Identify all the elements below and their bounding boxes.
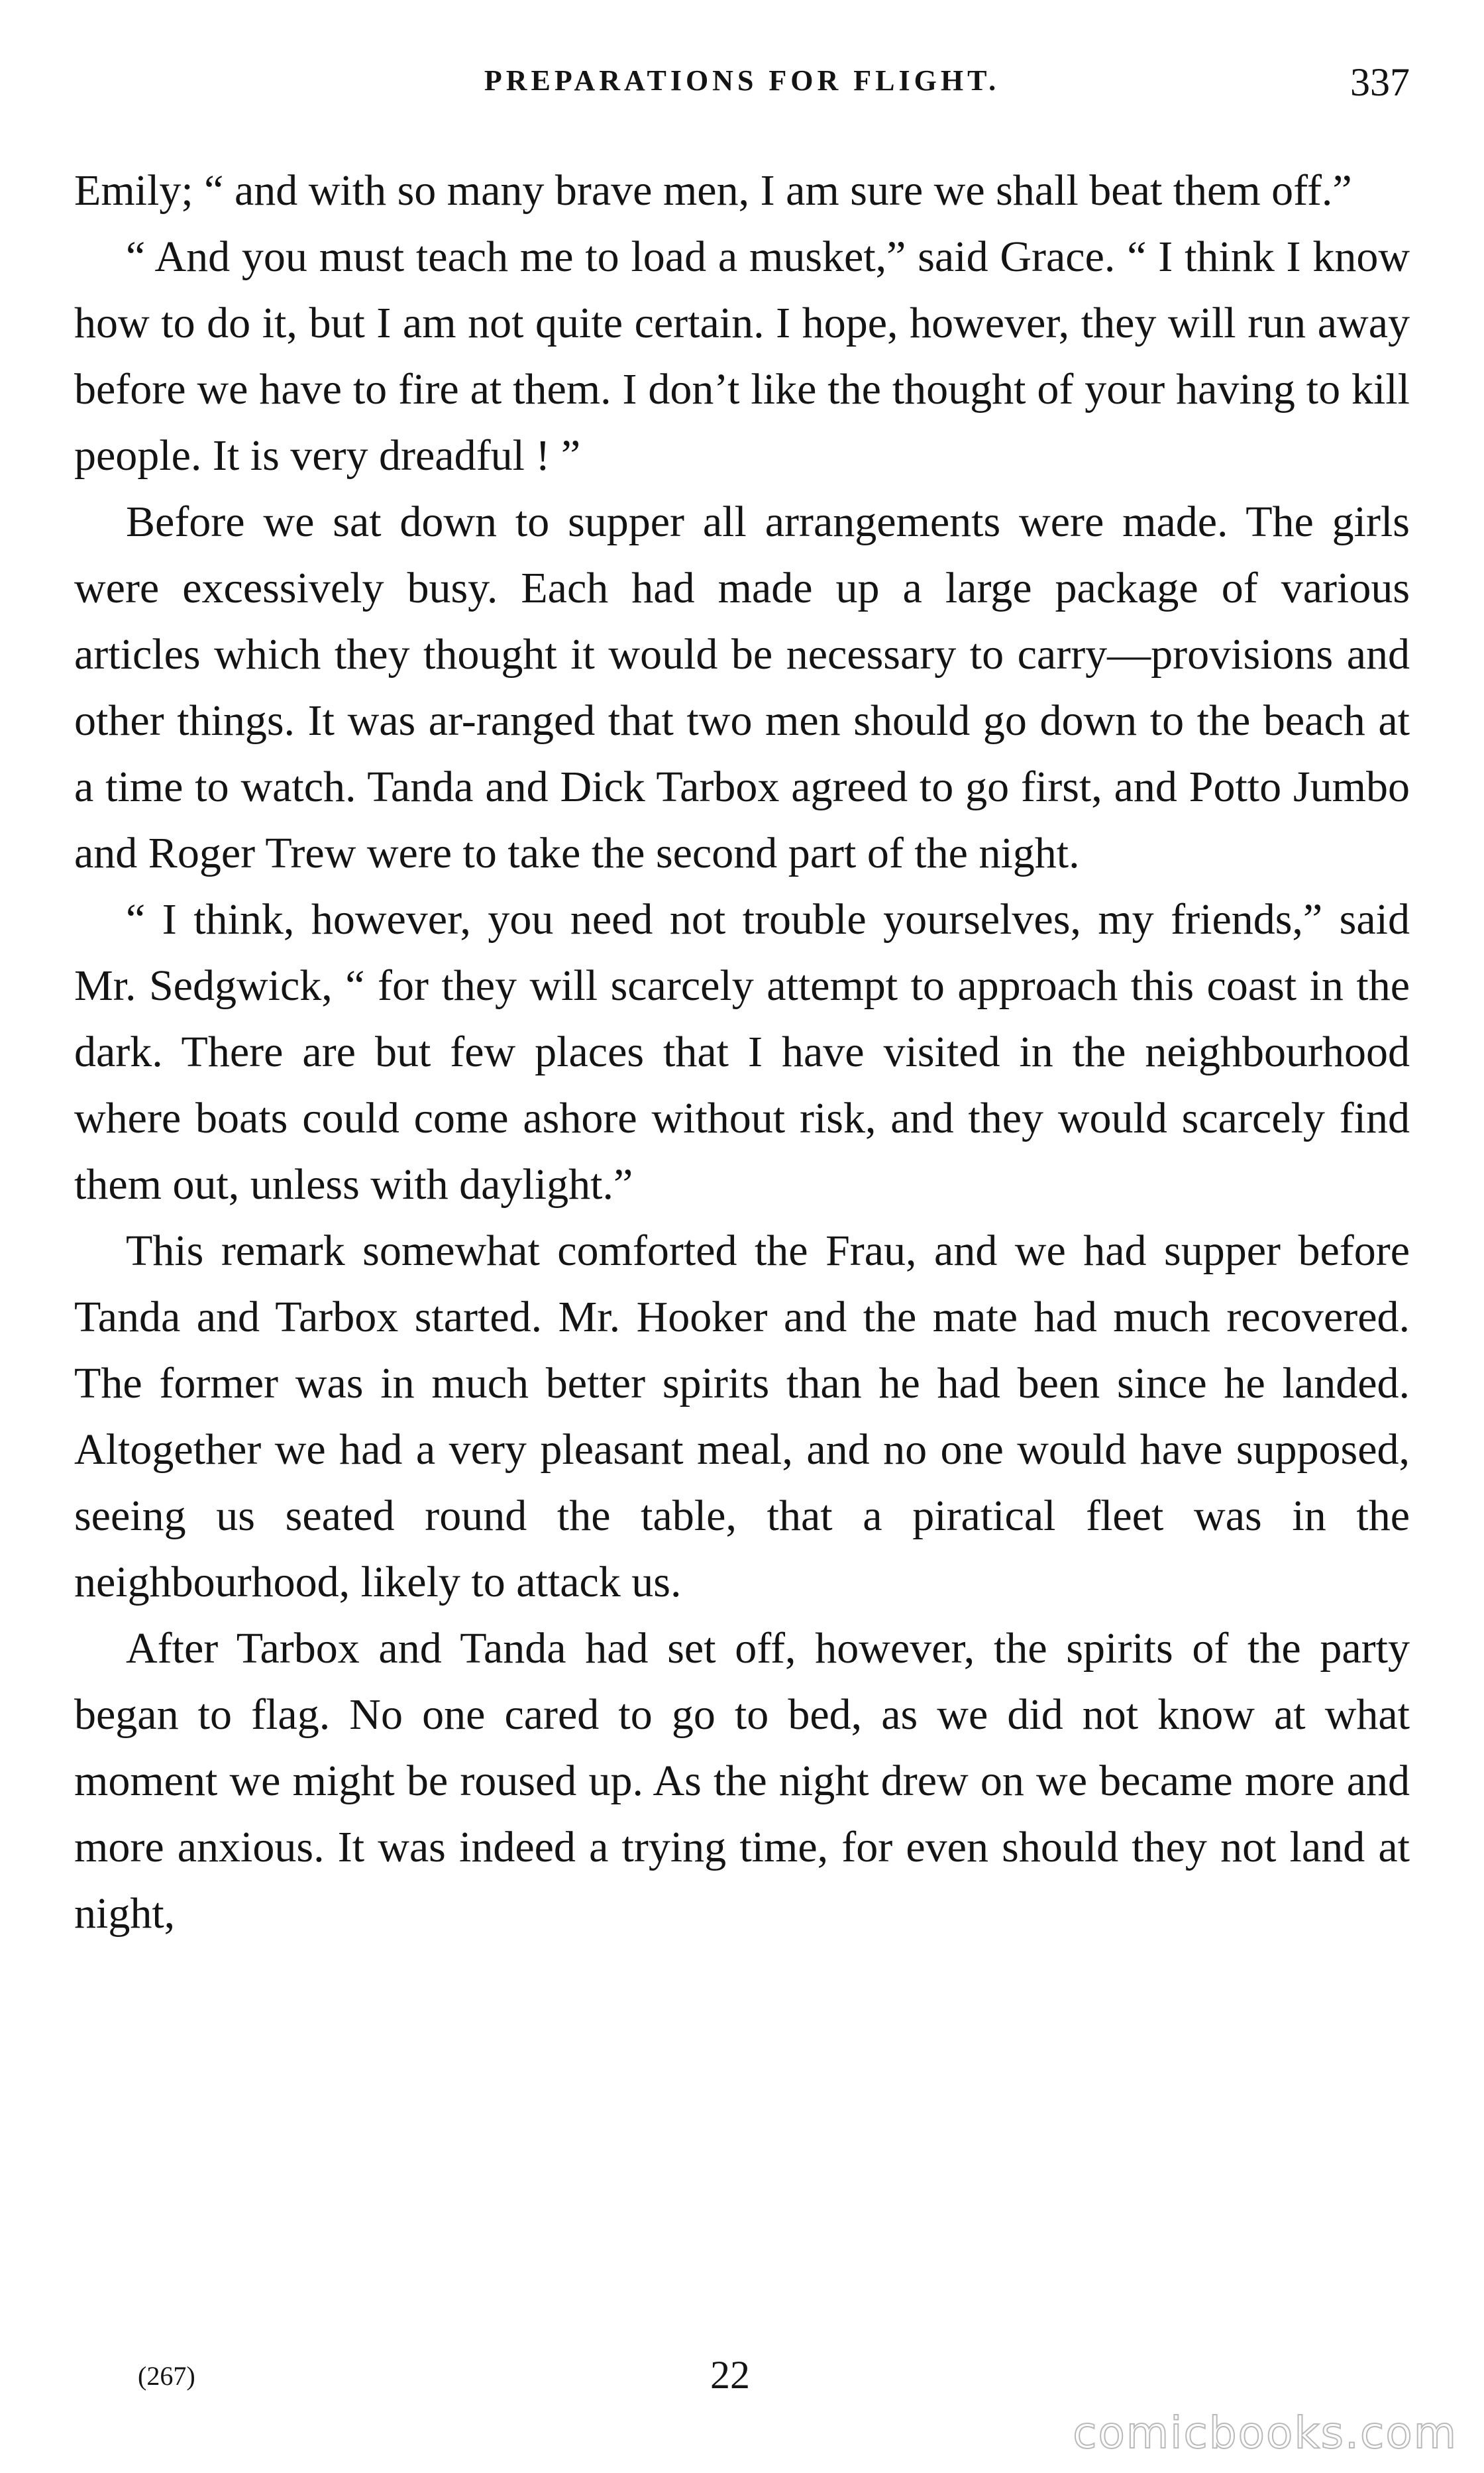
- paragraph: Emily; “ and with so many brave men, I am sure we shall beat them off.”: [74, 166, 1352, 215]
- page-header: [74, 60, 1410, 117]
- paragraph: After Tarbox and Tanda had set off, however, the spirits of the party began to flag. No one cared to go to bed, as we did not know at what moment we might be roused up. As the night drew on we became more and more anxious. It was indeed a trying time, for even should they not land at night,: [74, 1624, 1410, 1938]
- running-title: PREPARATIONS FOR FLIGHT.: [484, 64, 1000, 97]
- paragraph: “ And you must teach me to load a musket,” said Grace. “ I think I know how to do it, but I am not quite certain. I hope, however, they will run away before we have to fire at them. I don’t like the thought of your having to kill people. It is very dreadful ! ”: [74, 233, 1410, 480]
- paragraph: “ I think, however, you need not trouble yourselves, my friends,” said Mr. Sedgwick, “ for they will scarcely attempt to approach this coast in the dark. There are but few places that I have visited in the neighbourhood where boats could come ashore without risk, and they would scarcely find them out, unless with daylight.”: [74, 895, 1410, 1209]
- watermark-logo: comicbooks.com: [1073, 2407, 1458, 2458]
- paragraph: This remark somewhat comforted the Frau, and we had supper before Tanda and Tarbox started. Mr. Hooker and the mate had much recovered. The former was in much better spirits than he had been since he landed. Altogether we had a very pleasant meal, and no one would have supposed, seeing us seated round the table, that a piratical fleet was in the neighbourhood, likely to attack us.: [74, 1227, 1410, 1606]
- page-footer: [74, 2352, 1410, 2405]
- body-text: [74, 158, 1410, 1947]
- page-number: 337: [1350, 60, 1410, 104]
- footer-signature: (267): [138, 2361, 195, 2391]
- signature-mark: 22: [710, 2353, 750, 2397]
- paragraph: Before we sat down to supper all arrangements were made. The girls were excessively busy. Each had made up a large package of various articles which they thought it would be necessary to carry—provisions and other things. It was ar-ranged that two men should go down to the beach at a time to watch. Tanda and Dick Tarbox agreed to go first, and Potto Jumbo and Roger Trew were to take the second part of the night.: [74, 498, 1410, 877]
